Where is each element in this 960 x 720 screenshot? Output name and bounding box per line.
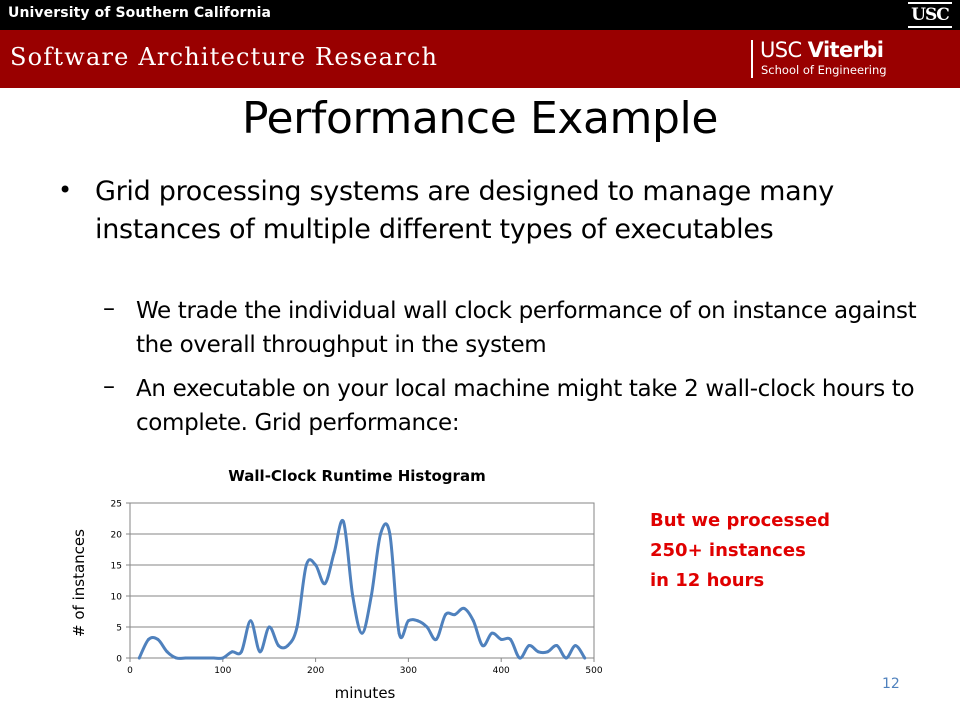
research-group-name: Software Architecture Research xyxy=(10,43,439,71)
viterbi-logo-usc: USC xyxy=(760,38,802,62)
data-point xyxy=(509,638,512,641)
data-point xyxy=(305,564,308,567)
y-tick-label: 25 xyxy=(110,499,122,510)
data-point xyxy=(258,650,261,653)
data-point xyxy=(565,657,568,660)
throughput-callout xyxy=(650,506,830,596)
data-point xyxy=(351,595,354,598)
data-point xyxy=(370,595,373,598)
data-point xyxy=(444,613,447,616)
data-point xyxy=(407,619,410,622)
data-point xyxy=(472,619,475,622)
data-point xyxy=(463,607,466,610)
data-point xyxy=(138,657,141,660)
data-point xyxy=(240,650,243,653)
data-point xyxy=(166,650,169,653)
data-point xyxy=(184,657,187,660)
x-tick-label: 200 xyxy=(307,666,325,676)
y-tick-label: 10 xyxy=(110,592,122,603)
y-tick-label: 5 xyxy=(116,623,122,634)
sub-bullet-text-throughput: We trade the individual wall clock performance of on instance against the overall throughput in the system xyxy=(136,298,917,358)
runtime-histogram-chart xyxy=(60,455,620,705)
data-point xyxy=(231,650,234,653)
data-point xyxy=(574,644,577,647)
data-point xyxy=(537,650,540,653)
callout-line: 250+ instances xyxy=(650,540,806,561)
y-tick-label: 20 xyxy=(110,530,122,541)
x-axis-label: minutes xyxy=(334,684,396,702)
callout-line: in 12 hours xyxy=(650,570,765,591)
y-tick-label: 15 xyxy=(110,561,122,572)
data-point xyxy=(416,619,419,622)
x-tick-label: 100 xyxy=(214,666,232,676)
data-point xyxy=(342,520,345,523)
data-point xyxy=(277,644,280,647)
plot-area-frame xyxy=(130,503,594,658)
data-point xyxy=(323,582,326,585)
data-point xyxy=(314,564,317,567)
data-point xyxy=(546,650,549,653)
data-point xyxy=(203,657,206,660)
data-point xyxy=(221,657,224,660)
data-point xyxy=(175,657,178,660)
x-tick-label: 300 xyxy=(399,666,417,676)
data-point xyxy=(379,533,382,536)
slide-number: 12 xyxy=(882,676,900,692)
data-point xyxy=(268,626,271,629)
data-point xyxy=(425,626,428,629)
bullet-text-main: Grid processing systems are designed to manage many instances of multiple different types of executables xyxy=(95,176,834,245)
chart-gridlines xyxy=(130,503,594,627)
data-point xyxy=(490,632,493,635)
data-point xyxy=(361,632,364,635)
callout-line: But we processed xyxy=(650,510,831,531)
viterbi-logo-name: Viterbi xyxy=(807,38,884,62)
series-points xyxy=(138,520,586,659)
sub-bullet-marker: – xyxy=(103,294,115,322)
axis-ticks xyxy=(111,500,603,677)
usc-logo: USC xyxy=(908,2,952,28)
sub-bullet-text-grid-performance: An executable on your local machine might take 2 wall-clock hours to complete. Grid performance: xyxy=(136,376,915,436)
chart-title: Wall-Clock Runtime Histogram xyxy=(228,467,486,485)
slide-title: Performance Example xyxy=(241,93,719,144)
data-point xyxy=(555,644,558,647)
data-point xyxy=(333,551,336,554)
viterbi-logo xyxy=(760,38,883,62)
data-point xyxy=(156,638,159,641)
data-point xyxy=(286,644,289,647)
y-axis-label: # of instances xyxy=(70,529,88,637)
viterbi-school-name: School of Engineering xyxy=(761,63,887,77)
data-point xyxy=(435,638,438,641)
data-point xyxy=(388,533,391,536)
data-point xyxy=(193,657,196,660)
viterbi-logo-divider xyxy=(751,40,753,78)
x-tick-label: 500 xyxy=(585,666,603,676)
sub-bullet-marker: – xyxy=(103,372,115,400)
data-point xyxy=(147,638,150,641)
x-tick-label: 0 xyxy=(127,666,133,676)
data-point xyxy=(249,619,252,622)
bullet-marker: • xyxy=(58,176,73,204)
data-point xyxy=(528,644,531,647)
y-tick-label: 0 xyxy=(116,654,122,665)
data-point xyxy=(583,657,586,660)
data-point xyxy=(453,613,456,616)
x-tick-label: 400 xyxy=(492,666,510,676)
data-point xyxy=(212,657,215,660)
university-banner xyxy=(0,0,960,30)
data-point xyxy=(481,644,484,647)
university-name: University of Southern California xyxy=(8,5,272,21)
data-point xyxy=(398,632,401,635)
data-point xyxy=(296,626,299,629)
series-line xyxy=(139,520,584,658)
data-point xyxy=(518,657,521,660)
data-point xyxy=(500,638,503,641)
